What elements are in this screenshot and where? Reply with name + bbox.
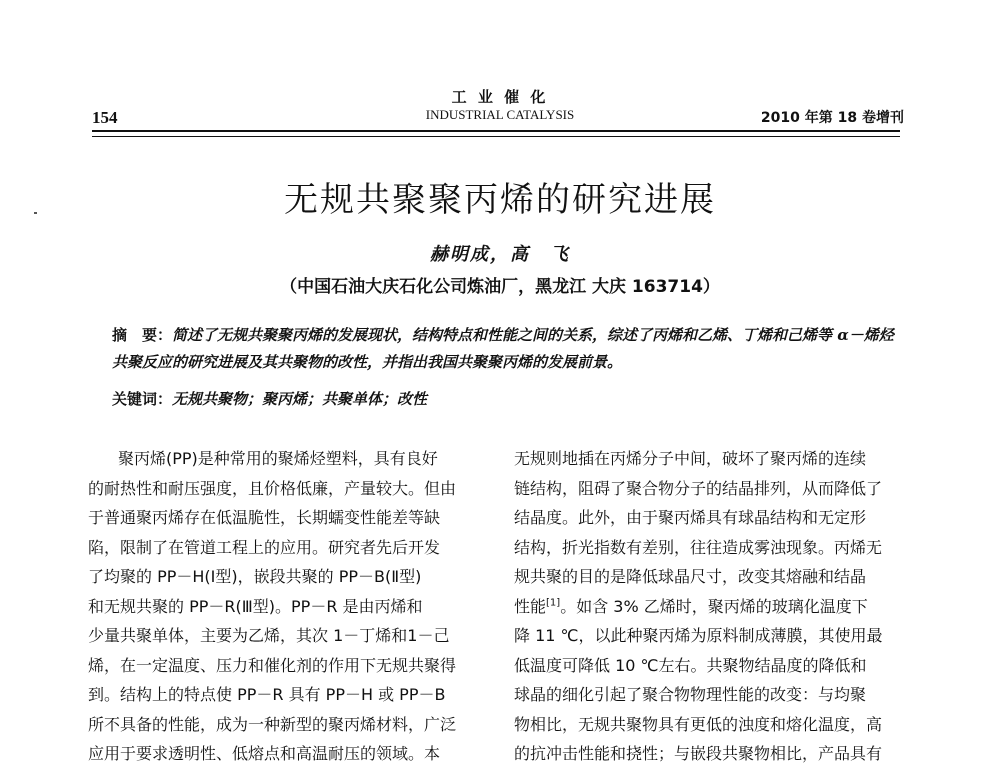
page-number: 154 — [92, 108, 118, 127]
journal-title-english: INDUSTRIAL CATALYSIS — [425, 107, 575, 122]
body-line-text: 性能 — [514, 596, 547, 616]
abstract-text: 简述了无规共聚聚丙烯的发展现状，结构特点和性能之间的关系，综述了丙烯和乙烯、丁烯和己烯等 α－烯烃共聚反应的研究进展及其共聚物的改性，并指出我国共聚聚丙烯的发展前景。 — [112, 326, 894, 371]
keywords — [112, 386, 902, 413]
body-line — [514, 592, 924, 622]
body-line: 结晶度。此外，由于聚丙烯具有球晶结构和无定形 — [514, 508, 867, 527]
body-line: 到。结构上的特点使 PP－R 具有 PP－H 或 PP－B — [88, 685, 446, 704]
body-line: 少量共聚单体，主要为乙烯，其次 1－丁烯和1－己 — [88, 626, 450, 645]
body-line: 所不具备的性能，成为一种新型的聚丙烯材料，广泛 — [88, 714, 457, 734]
body-line: 聚丙烯(PP)是种常用的聚烯烃塑料，具有良好 — [118, 449, 438, 468]
body-line: 于普通聚丙烯存在低温脆性，长期蠕变性能差等缺 — [88, 508, 441, 527]
body-line: 低温度可降低 10 ℃左右。共聚物结晶度的降低和 — [514, 655, 867, 675]
header-rule-thick — [92, 130, 900, 132]
body-line: 的耐热性和耐压强度，且价格低廉，产量较大。但由 — [88, 478, 457, 498]
keywords-label: 关键词： — [112, 390, 173, 408]
body-line: 和无规共聚的 PP－R(Ⅲ型)。PP－R 是由丙烯和 — [88, 596, 423, 616]
body-line: 应用于要求透明性、低熔点和高温耐压的领域。本 — [88, 744, 441, 763]
citation-reference: [1] — [546, 597, 561, 609]
header-rule-thin — [92, 136, 900, 137]
body-line: 了均聚的 PP－H(Ⅰ型)，嵌段共聚的 PP－B(Ⅱ型) — [88, 567, 422, 586]
body-line: 结构，折光指数有差别，往往造成雾浊现象。丙烯无 — [514, 537, 883, 557]
body-line: 规共聚的目的是降低球晶尺寸，改变其熔融和结晶 — [514, 567, 867, 586]
body-line: 链结构，阻碍了聚合物分子的结晶排列，从而降低了 — [514, 478, 883, 498]
abstract-label: 摘 要： — [112, 326, 173, 344]
body-line: 陷，限制了在管道工程上的应用。研究者先后开发 — [88, 537, 441, 557]
author-affiliation: （中国石油大庆石化公司炼油厂，黑龙江 大庆 163714） — [280, 277, 720, 297]
body-column-right — [514, 444, 924, 769]
body-column-left — [88, 444, 496, 769]
article-title: 无规共聚聚丙烯的研究进展 — [284, 180, 716, 220]
body-line: 无规则地插在丙烯分子中间，破坏了聚丙烯的连续 — [514, 449, 867, 468]
article-authors: 赫明成，高 飞 — [430, 244, 570, 265]
body-line: 烯，在一定温度、压力和催化剂的作用下无规共聚得 — [88, 655, 457, 675]
journal-title-chinese: 工 业 催 化 — [451, 88, 549, 106]
abstract — [112, 322, 902, 376]
body-line: 物相比，无规共聚物具有更低的浊度和熔化温度，高 — [514, 714, 883, 734]
body-line: 球晶的细化引起了聚合物物理性能的改变：与均聚 — [514, 685, 867, 704]
body-line: 降 11 ℃，以此种聚丙烯为原料制成薄膜，其使用最 — [514, 626, 883, 645]
body-line-text: 。如含 3% 乙烯时，聚丙烯的玻璃化温度下 — [560, 596, 868, 616]
issue-info: 2010 年第 18 卷增刊 — [760, 110, 904, 126]
body-line: 的抗冲击性能和挠性；与嵌段共聚物相比，产品具有 — [514, 744, 883, 763]
keywords-text: 无规共聚物；聚丙烯；共聚单体；改性 — [172, 390, 428, 408]
